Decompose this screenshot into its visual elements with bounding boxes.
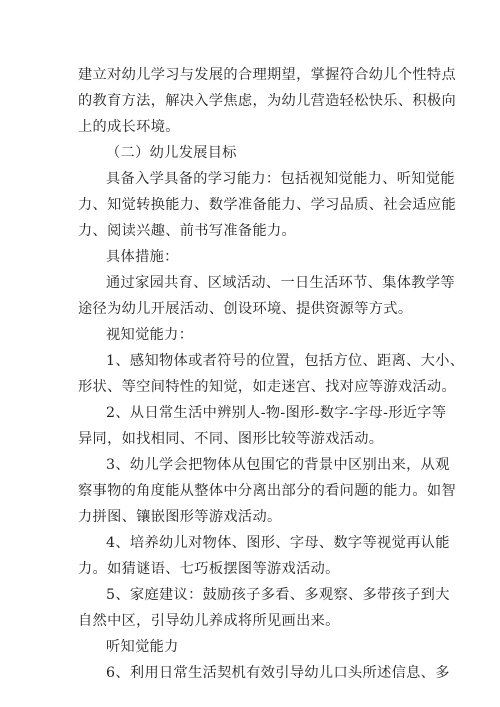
section-heading: （二）幼儿发展目标 [106, 145, 237, 161]
list-item-line: 自然中区，引导幼儿养成将所见画出来。 [78, 613, 340, 629]
list-item-line: 2、从日常生活中辨别人-物-图形-数字-字母-形近字等 [106, 405, 447, 421]
text-line: 力、阅读兴趣、前书写准备能力。 [78, 223, 297, 239]
list-item-line: 力拼图、镶嵌图形等游戏活动。 [78, 509, 282, 525]
text-line: 途径为幼儿开展活动、创设环境、提供资源等方式。 [78, 301, 413, 317]
list-item-line: 异同，如找相同、不同、图形比较等游戏活动。 [78, 431, 384, 447]
subheading: 视知觉能力： [106, 327, 194, 343]
list-item-line: 5、家庭建议：鼓励孩子多看、多观察、多带孩子到大 [106, 587, 450, 603]
list-item-line: 察事物的角度能从整体中分离出部分的看问题的能力。如智 [78, 483, 456, 499]
list-item-line: 形状、等空间特性的知觉，如走迷宫、找对应等游戏活动。 [78, 379, 456, 395]
list-item-line: 3、幼儿学会把物体从包围它的背景中区别出来，从观 [106, 457, 450, 473]
list-item-line: 6、利用日常生活契机有效引导幼儿口头所述信息、多 [106, 665, 450, 681]
text-line: 建立对幼儿学习与发展的合理期望，掌握符合幼儿个性特点 [78, 67, 456, 83]
subheading: 听知觉能力 [106, 639, 179, 655]
list-item-line: 1、感知物体或者符号的位置，包括方位、距离、大小、 [106, 353, 465, 369]
list-item-line: 4、培养幼儿对物体、图形、字母、数字等视觉再认能 [106, 535, 450, 551]
text-line: 的教育方法，解决入学焦虑，为幼儿营造轻松快乐、积极向 [78, 93, 456, 109]
subheading: 具体措施： [106, 249, 179, 265]
list-item-line: 力。如猜谜语、七巧板摆图等游戏活动。 [78, 561, 340, 577]
text-line: 力、知觉转换能力、数学准备能力、学习品质、社会适应能 [78, 197, 456, 213]
text-line: 具备入学具备的学习能力：包括视知觉能力、听知觉能 [106, 171, 455, 187]
text-line: 通过家园共育、区域活动、一日生活环节、集体教学等 [106, 275, 455, 291]
text-line: 上的成长环境。 [78, 119, 180, 135]
